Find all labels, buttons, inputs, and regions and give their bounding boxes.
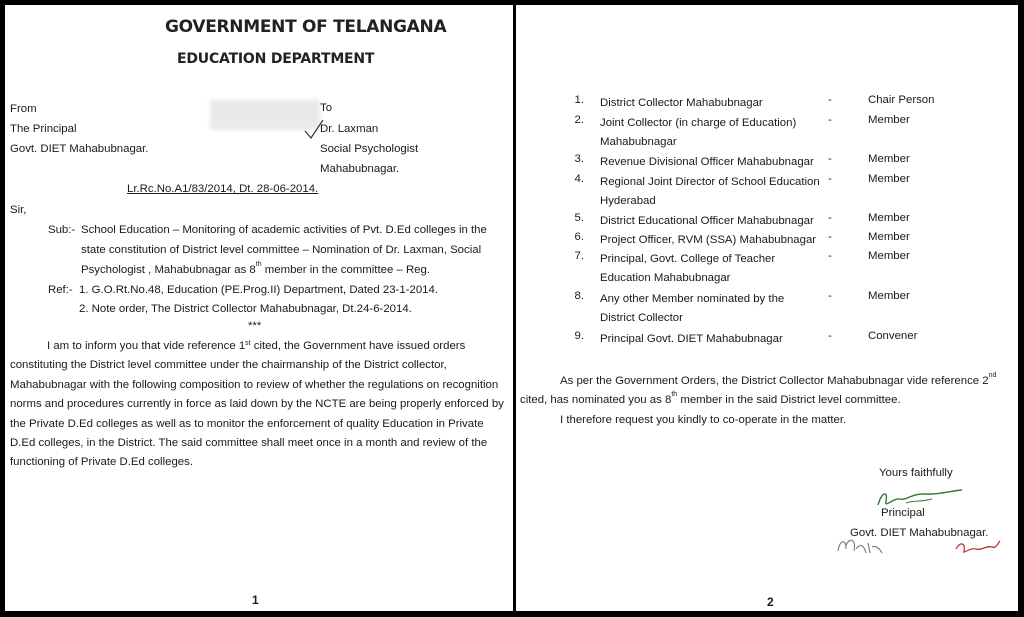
- initials-stamp-icon: [834, 531, 886, 559]
- subject-line-3: Psychologist , Mahabubnagar as 8th member in the committee – Reg.: [81, 261, 431, 276]
- reference-2: 2. Note order, The District Collector Mahabubnagar, Dt.24-6-2014.: [79, 303, 412, 315]
- subject-line-2: state constitution of District level committee – Nomination of Dr. Laxman, Social: [81, 244, 482, 256]
- government-heading: GOVERNMENT OF TELANGANA: [165, 17, 447, 37]
- request-paragraph: I therefore request you kindly to co-operate in the matter.: [560, 414, 847, 426]
- to-label: To: [320, 102, 333, 114]
- reference-number: Lr.Rc.No.A1/83/2014, Dt. 28-06-2014.: [127, 183, 319, 195]
- page-number: 1: [252, 593, 259, 607]
- from-line-2: Govt. DIET Mahabubnagar.: [10, 143, 149, 155]
- nomination-paragraph-line-1: As per the Government Orders, the District Collector Mahabubnagar vide reference 2nd: [560, 372, 997, 387]
- red-initials-icon: [952, 533, 1002, 557]
- signatory-office: Govt. DIET Mahabubnagar.: [850, 527, 989, 539]
- separator-stars: ***: [248, 320, 262, 332]
- body-paragraph: I am to inform you that vide reference 1st cited, the Government have issued orders constituting the District level committee under the chairmanship of the District collector, Mahabubnagar with the following composition to review of whether the regulations on recognition norms and procedures currently in force as laid down by the NCTE are being properly enforced by the Private D.Ed colleges as well as to monitor the enforcement of quality Education in Private D.Ed colleges, in the District. The said committee shall meet once in a month and review of the functioning of Private D.Ed colleges.: [10, 340, 504, 469]
- subject-label: Sub:-: [48, 224, 76, 236]
- to-line-3: Mahabubnagar.: [320, 163, 400, 175]
- reference-label: Ref:-: [48, 284, 73, 296]
- letter-page-2: 1. District Collector Mahabubnagar - Chair Person 2. Joint Collector (in charge of Education) Mahabubnagar - Member 3. Revenue Divisional Officer Mahabubnagar - Member 4. Regional Joint Director of School Education Hyderabad - Member 5. District Educational Officer Mahabubnagar - Member 6. Project Officer, RVM (SSA) Mahabubnagar - Member 7. Principal, Govt. College of Teacher Education Mahabubnagar - Member 8. Any other Member nominated by the District Collector - Member 9. Principal Govt. DIET Mahabubnagar - Convener As per the Government Orders, the District Collector Mahabubnagar vide reference 2nd cited, has nominated you as 8th member in the said District level committee. I therefore request you kindly to co-operate in the matter. Yours faithfully Principal Govt. DIET Mahabubnagar. 2: [516, 5, 1018, 611]
- page-number: 2: [767, 595, 774, 609]
- from-label: From: [10, 103, 37, 115]
- signatory-title: Principal: [881, 507, 925, 519]
- closing: Yours faithfully: [879, 467, 953, 479]
- nomination-paragraph-line-2: cited, has nominated you as 8th member in the said District level committee.: [520, 391, 901, 406]
- to-line-2: Social Psychologist: [320, 143, 419, 155]
- subject-line-1: School Education – Monitoring of academic activities of Pvt. D.Ed colleges in the: [81, 224, 487, 236]
- letter-page-1: [5, 5, 513, 611]
- to-line-1: Dr. Laxman: [320, 123, 379, 135]
- salutation: Sir,: [10, 204, 27, 216]
- reference-1: 1. G.O.Rt.No.48, Education (PE.Prog.II) Department, Dated 23-1-2014.: [79, 284, 438, 296]
- department-heading: EDUCATION DEPARTMENT: [177, 51, 375, 67]
- from-line-1: The Principal: [10, 123, 77, 135]
